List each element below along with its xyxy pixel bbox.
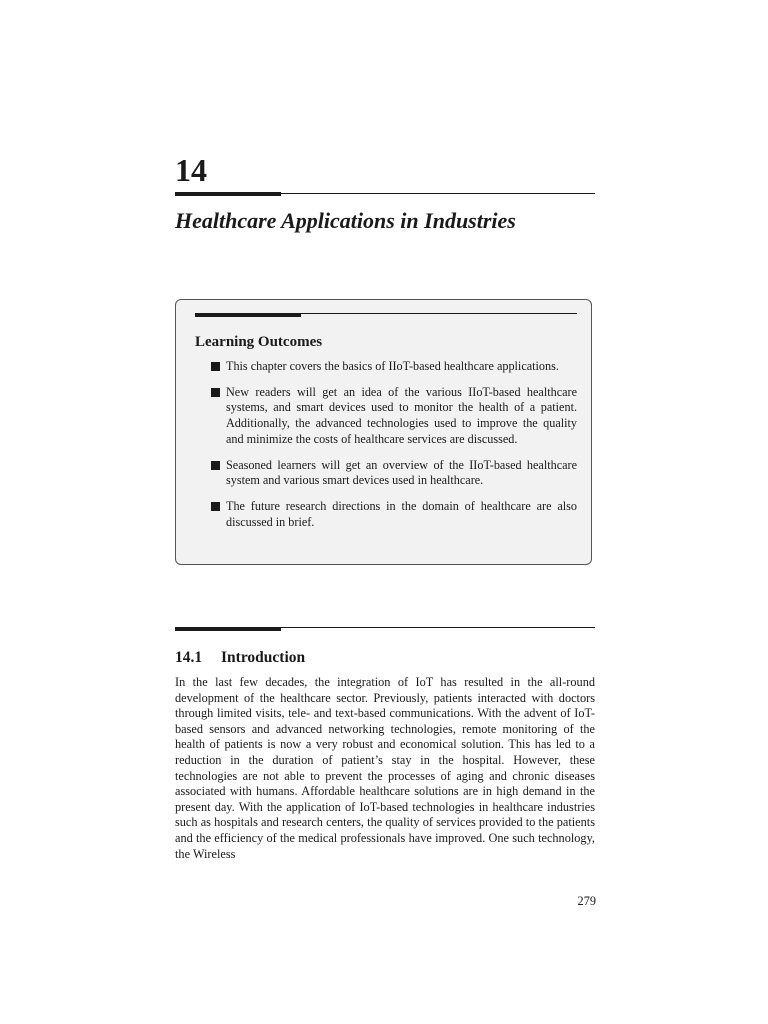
section-heading [175, 648, 305, 668]
section-body-paragraph: In the last few decades, the integration of IoT has resulted in the all-round development of the healthcare sector. Previously, patients interacted with doctors through limited visits, tele- and text-based communications. With the advent of IoT-based sensors and advanced networking technologies, remote monitoring of the health of patients is now a very robust and economical solution. This has led to a reduction in the duration of patient’s stay in the hospital. However, these technologies are not able to prevent the processes of aging and chronic diseases associated with humans. Affordable healthcare solutions are in high demand in the present day. With the application of IoT-based technologies in healthcare industries such as hospitals and research centers, the quality of services provided to the patients and the efficiency of the medical professionals have improved. One such technology, the Wireless [175, 675, 595, 861]
section-title: Introduction [221, 649, 306, 666]
chapter-title: Healthcare Applications in Industries [175, 208, 516, 233]
square-bullet-icon [211, 388, 220, 397]
learning-outcome-item [211, 458, 577, 489]
chapter-rule [175, 193, 595, 194]
section-rule [175, 627, 595, 628]
learning-outcome-text: This chapter covers the basics of IIoT-based healthcare applications. [226, 359, 559, 373]
page-number: 279 [577, 894, 596, 908]
chapter-number: 14 [175, 152, 207, 188]
square-bullet-icon [211, 362, 220, 371]
learning-outcome-item [211, 359, 577, 375]
learning-outcome-text: The future research directions in the domain of healthcare are also discussed in brief. [226, 498, 577, 529]
learning-outcomes-box [175, 299, 592, 565]
learning-outcomes-rule [195, 313, 577, 314]
learning-outcome-item [211, 385, 577, 448]
square-bullet-icon [211, 502, 220, 511]
square-bullet-icon [211, 461, 220, 470]
learning-outcomes-heading: Learning Outcomes [195, 334, 323, 350]
learning-outcome-item [211, 499, 577, 530]
learning-outcome-text: New readers will get an idea of the various IIoT-based healthcare systems, and smart devices used to monitor the health of a patient. Additionally, the advanced technologies used to improve the quality and minimize the costs of healthcare services are discussed. [226, 384, 577, 446]
section-number: 14.1 [175, 649, 203, 666]
learning-outcome-text: Seasoned learners will get an overview of the IIoT-based healthcare system and various smart devices used in healthcare. [226, 457, 577, 488]
learning-outcomes-list [211, 359, 577, 540]
